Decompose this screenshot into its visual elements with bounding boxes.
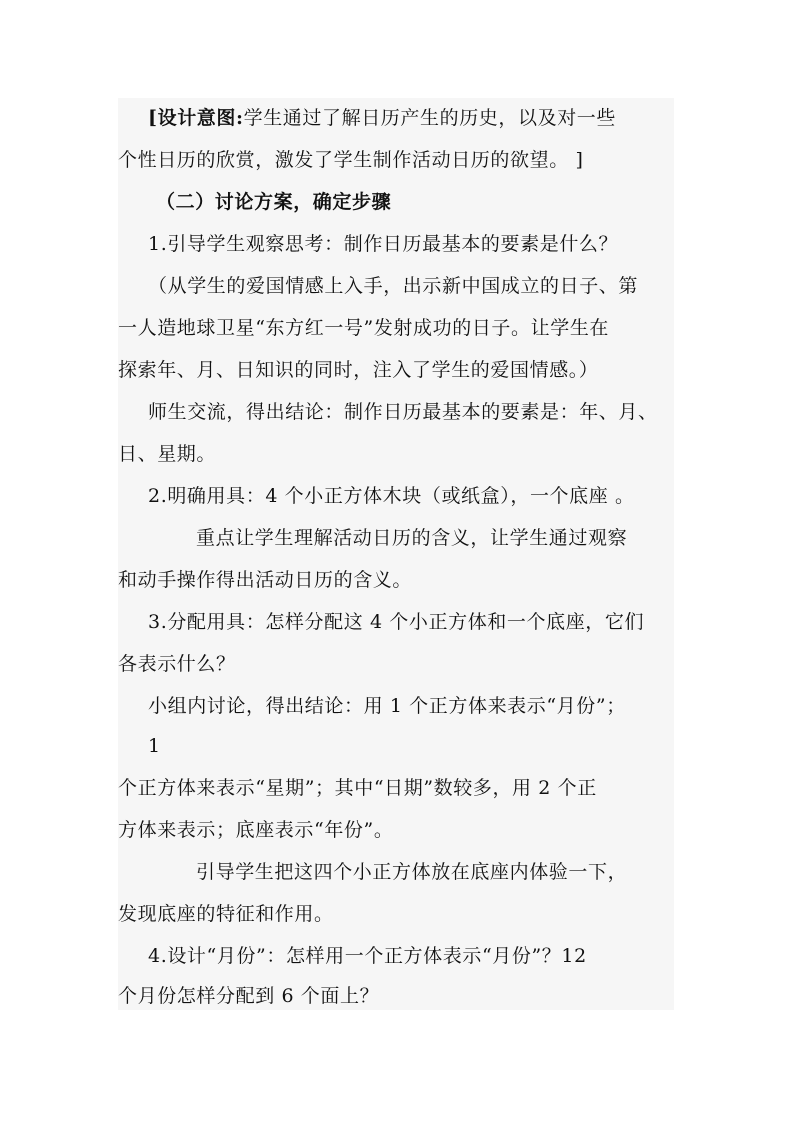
- paragraph-line: （从学生的爱国情感上入手，出示新中国成立的日子、第: [148, 275, 639, 297]
- paragraph-line: 个正方体来表示“星期”；其中“日期”数较多，用 2 个正: [118, 777, 597, 799]
- paragraph-line: 和动手操作得出活动日历的含义。: [118, 569, 413, 591]
- paragraph-line: 小组内讨论，得出结论：用 1 个正方体来表示“月份”；: [148, 695, 626, 717]
- step-1-question: 1.引导学生观察思考：制作日历最基本的要素是什么？: [148, 233, 619, 255]
- paragraph-line: 日、星期。: [118, 443, 217, 465]
- paragraph-line: 重点让学生理解活动日历的含义，让学生通过观察: [196, 527, 628, 549]
- paragraph-line: 发现底座的特征和作用。: [118, 903, 334, 925]
- step-4-month-design: 4.设计“月份”：怎样用一个正方体表示“月份”？12: [148, 945, 587, 967]
- paragraph-line: 个月份怎样分配到 6 个面上？: [118, 985, 380, 1007]
- section-heading: （二）讨论方案，确定步骤: [156, 191, 392, 213]
- design-intent-text: 学生通过了解日历产生的历史，以及对一些: [243, 107, 617, 129]
- paragraph-line: 探索年、月、日知识的同时，注入了学生的爱国情感。）: [118, 359, 599, 381]
- paragraph-line: 师生交流，得出结论：制作日历最基本的要素是：年、月、: [148, 401, 658, 423]
- paragraph-line: 1: [148, 735, 161, 757]
- step-3-allocation: 3.分配用具：怎样分配这 4 个小正方体和一个底座，它们: [148, 611, 645, 633]
- paragraph-line: 引导学生把这四个小正方体放在底座内体验一下，: [196, 861, 628, 883]
- paragraph-line: 各表示什么？: [118, 653, 236, 675]
- paragraph-line: 方体来表示；底座表示“年份”。: [118, 819, 394, 841]
- paragraph-line: 个性日历的欣赏，激发了学生制作活动日历的欲望。 ]: [118, 149, 584, 171]
- step-2-tools: 2.明确用具：4 个小正方体木块（或纸盒），一个底座 。: [148, 485, 635, 507]
- design-intent-label: [设计意图:: [148, 107, 244, 129]
- design-intent-line: [148, 104, 674, 132]
- paragraph-line: 一人造地球卫星“东方红一号”发射成功的日子。让学生在: [118, 317, 610, 339]
- document-page: [118, 98, 674, 1010]
